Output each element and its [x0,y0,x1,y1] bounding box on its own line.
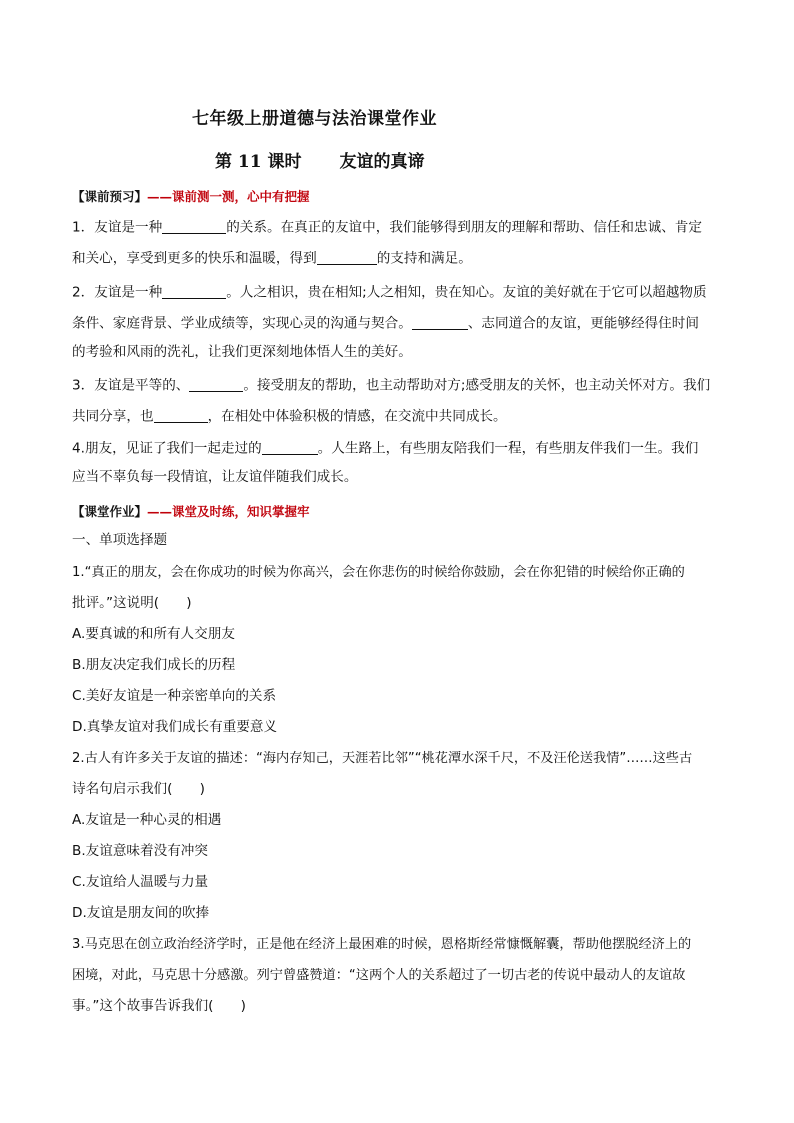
question-2-option-b[interactable]: B.友谊意味着没有冲突 [72,843,208,859]
question-1-option-b[interactable]: B.朋友决定我们成长的历程 [72,657,236,673]
question-2-option-d[interactable]: D.友谊是朋友间的吹捧 [72,905,210,921]
fill-blank[interactable] [154,408,208,423]
question-1-stem-line-1: 1.“真正的朋友，会在你成功的时候为你高兴，会在你悲伤的时候给你鼓励，会在你犯错的时候给你正确的 [72,565,685,580]
preview-item-1-line-1: 1．友谊是一种 的关系。在真正的友谊中，我们能够得到朋友的理解和帮助、信任和忠诚、肯定 [72,219,702,236]
question-3-stem-line-3: 事。”这个故事告诉我们( ) [72,998,246,1014]
question-2-option-a[interactable]: A.友谊是一种心灵的相遇 [72,812,222,828]
question-type-heading: 一、单项选择题 [72,532,168,548]
lesson-heading [215,147,425,172]
fill-blank[interactable] [412,315,468,330]
question-1-option-c[interactable]: C.美好友谊是一种亲密单向的关系 [72,688,277,704]
fill-blank[interactable] [162,284,226,299]
question-3-stem-line-2: 困境，对此，马克思十分感激。列宁曾盛赞道：“这两个人的关系超过了一切古老的传说中最动人的友谊故 [72,968,686,983]
preview-section-heading [72,187,310,205]
lesson-number: 第 11 课时 [215,152,302,172]
question-1-option-d[interactable]: D.真挚友谊对我们成长有重要意义 [72,719,278,735]
preview-item-1-line-2: 和关心，享受到更多的快乐和温暖，得到 的支持和满足。 [72,250,472,267]
fill-blank[interactable] [162,219,226,234]
preview-label: 【课前预习】 [72,189,148,204]
document-title: 七年级上册道德与法治课堂作业 [192,109,437,129]
preview-item-3-line-2: 共同分享，也 ，在相处中体验积极的情感，在交流中共同成长。 [72,408,507,425]
preview-slogan: ——课前测一测，心中有把握 [147,189,310,204]
preview-item-2-line-2: 条件、家庭背景、学业成绩等，实现心灵的沟通与契合。 、志同道合的友谊，更能够经得住时间 [72,315,699,332]
question-2-stem-line-2: 诗名句启示我们( ) [72,781,205,797]
preview-item-4-line-1: 4.朋友，见证了我们一起走过的 。人生路上，有些朋友陪我们一程，有些朋友伴我们一生。我们 [72,440,699,457]
question-2-option-c[interactable]: C.友谊给人温暖与力量 [72,874,209,890]
fill-blank[interactable] [317,250,377,265]
fill-blank[interactable] [189,377,243,392]
question-3-stem-line-1: 3.马克思在创立政治经济学时，正是他在经济上最困难的时候，恩格斯经常慷慨解囊，帮助他摆脱经济上的 [72,937,692,952]
lesson-title: 友谊的真谛 [339,152,425,172]
question-2-stem-line-1: 2.古人有许多关于友谊的描述：“海内存知己，天涯若比邻”“桃花潭水深千尺，不及汪伦送我情”……这些古 [72,751,693,766]
question-1-stem-line-2: 批评。”这说明( ) [72,595,192,611]
homework-section-heading [72,502,310,520]
preview-item-4-line-2: 应当不辜负每一段情谊，让友谊伴随我们成长。 [72,469,358,485]
homework-slogan: ——课堂及时练，知识掌握牢 [147,504,310,519]
preview-item-2-line-3: 的考验和风雨的洗礼，让我们更深刻地体悟人生的美好。 [72,344,412,360]
preview-item-2-line-1: 2．友谊是一种 。人之相识，贵在相知;人之相知，贵在知心。友谊的美好就在于它可以超越物质 [72,284,707,301]
homework-label: 【课堂作业】 [72,504,148,519]
question-1-option-a[interactable]: A.要真诚的和所有人交朋友 [72,626,235,642]
fill-blank[interactable] [262,440,318,455]
preview-item-3-line-1: 3．友谊是平等的、 。接受朋友的帮助，也主动帮助对方;感受朋友的关怀，也主动关怀对方。我们 [72,377,711,394]
